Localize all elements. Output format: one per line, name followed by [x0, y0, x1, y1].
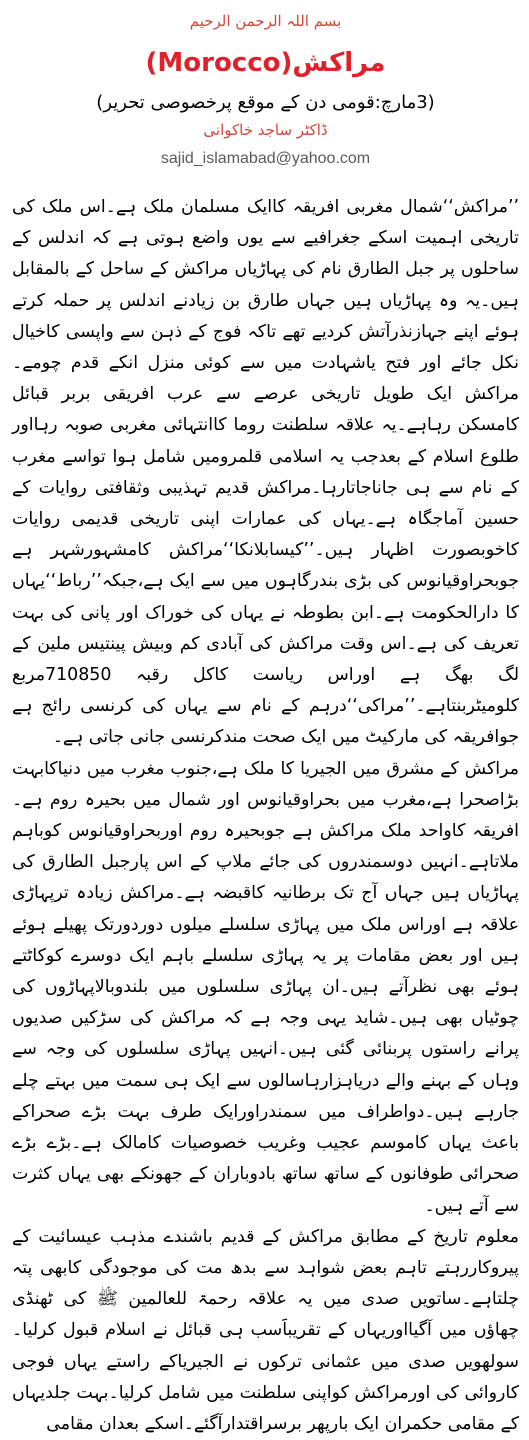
author-name: ڈاکٹر ساجد خاکوانی [203, 121, 328, 139]
article-body [12, 192, 519, 1440]
basmala-heading: بسم اللہ الرحمن الرحیم [189, 12, 342, 30]
paragraph-2: مراکش کے مشرق میں الجیریا کا ملک ہے،جنوب مغرب میں دنیاکابہت بڑاصحرا ہے،مغرب میں بحراوقیانوس اور شمال میں بحیرہ روم ہے۔افریقہ کاواحد ملک مراکش ہے جوبحیرہ روم اوربحراوقیانوس کوباہم ملاتاہے۔انہیں دوسمندروں کی جائے ملاپ کے اس پارجبل الطارق کی پہاڑیاں ہیں جہاں آج تک برطانیہ کاقبضہ ہے۔مراکش زیادہ ترپہاڑی علاقہ ہے اوراس ملک میں پہاڑی سلسلے میلوں دوردورتک پھیلے ہوئے ہیں اور بعض مقامات پر یہ پہاڑی سلسلے باہم ایک دوسرے کوکاٹتے ہوئے بھی نظرآتے ہیں۔ان پہاڑی سلسلوں میں بلندوبالاپہاڑوں کی چوٹیاں بھی ہیں۔شاید یہی وجہ ہے کہ مراکش کی سڑکیں صدیوں پرانے راستوں پربنائی گئی ہیں۔انہیں پہاڑی سلسلوں کی وجہ سے وہاں کے بہنے والے دریاہزارہاسالوں سے ایک ہی سمت میں بہتے چلے جارہے ہیں۔دواطراف میں سمندراورایک طرف بہت بڑے صحراکے باعث یہاں کاموسم عجیب وغریب خصوصیات کامالک ہے۔بڑے بڑے صحرائی طوفانوں کے ساتھ ساتھ بادوباران کے جھونکے بھی یہاں کثرت سے آتے ہیں۔ [12, 758, 519, 1216]
paragraph-1: ’’مراکش‘‘شمال مغربی افریقہ کاایک مسلمان ملک ہے۔اس ملک کی تاریخی اہمیت اسکے جغرافیے سے یوں واضع ہوتی ہے کہ اندلس کے ساحلوں پر جبل الطارق نام کی پہاڑیاں مراکش کے ساحل کے بالمقابل ہیں۔یہ وہ پہاڑیاں ہیں جہاں طارق بن زیادنے اندلس پر حملہ کرتے ہوئے اپنے جہازنذرآتش کردیے تھے تاکہ فوج کے ذہن سے واپسی کاخیال نکل جائے اور فتح یاشہادت میں سے کوئی منزل انکے قدم چومے۔مراکش ایک طویل تاریخی عرصے سے عرب افریقی بربر قبائل کامسکن رہاہے۔یہ علاقہ سلطنت روما کاانتہائی مغربی صوبہ رہااور طلوع اسلام کے بعدجب یہ اسلامی قلمرومیں شامل ہوا تواسے مغرب کے نام سے ہی جاناجاتارہا۔مراکش قدیم تہذیبی وثقافتی روایات کے حسین آماجگاہ ہے۔یہاں کی عمارات اپنی تاریخی قدیمی روایات کاخوبصورت اظہار ہیں۔’’کیسابلانکا‘‘مراکش کامشہورشہر ہے جوبحراوقیانوس کی بڑی بندرگاہوں میں سے ایک ہے،جبکہ’’رباط‘‘یہاں کا دارالحکومت ہے۔ابن بطوطہ نے یہاں کی خوراک اور پانی کی بہت تعریف کی ہے۔اس وقت مراکش کی آبادی کم وبیش پینتیس ملین کے لگ بھگ ہے اوراس ریاست کاکل رقبہ 710850مربع کلومیٹربنتاہے۔’’مراکی‘‘درہم کے نام سے یہاں کی کرنسی رائج ہے جوافریقہ کی مارکیٹ میں ایک صحت مندکرنسی جانی جاتی ہے۔ [12, 197, 519, 748]
article-title: مراکش(Morocco) [145, 48, 386, 78]
paragraph-3: معلوم تاریخ کے مطابق مراکش کے قدیم باشندے مذہب عیسائیت کے پیروکاررہتے تاہم بعض شواہد سے بدھ مت کی موجودگی کابھی پتہ چلتاہے۔ساتویں صدی میں یہ علاقہ رحمۃ للعالمین ﷺ کی ٹھنڈی چھاؤں میں آگیااوریہاں کے تقریباََسب ہی قبائل نے اسلام قبول کرلیا۔سولھویں صدی میں عثمانی ترکوں نے الجیریاکے راستے یہاں فوجی کاروائی کی اورمراکش کواپنی سلطنت میں شامل کرلیا۔بہت جلدیہاں کے مقامی حکمران ایک بارپھر برسراقتدارآگئے۔اسکے بعدان مقامی [12, 1226, 519, 1434]
author-email: sajid_islamabad@yahoo.com [160, 150, 371, 167]
article-subtitle: (3مارچ:قومی دن کے موقع پرخصوصی تحریر) [96, 92, 435, 113]
